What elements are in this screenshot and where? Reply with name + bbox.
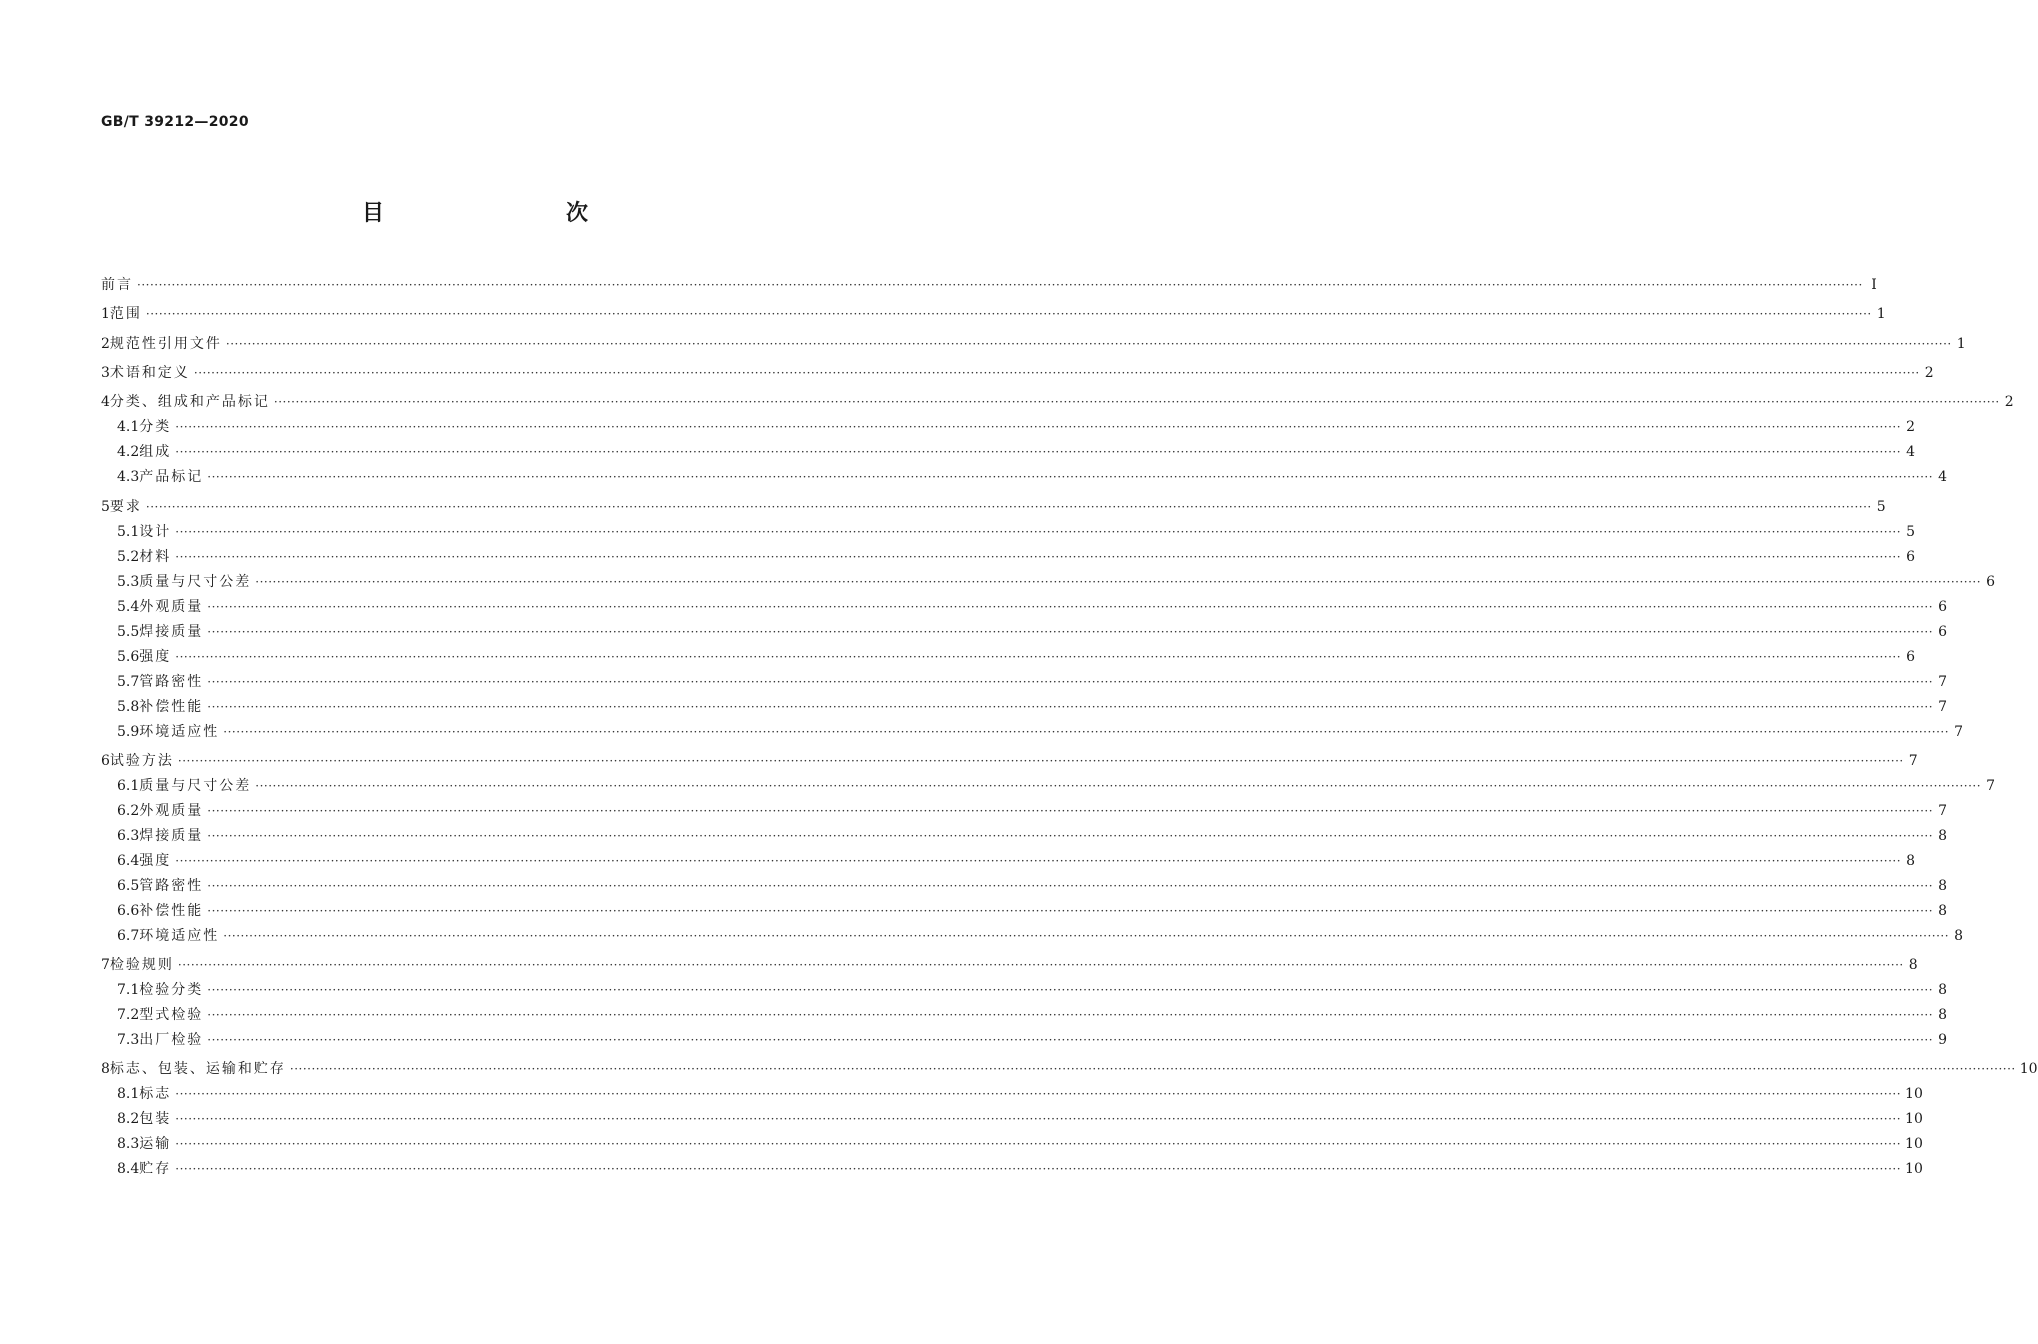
toc-entry-number: 4.3 — [117, 469, 140, 486]
toc-entry — [117, 546, 1916, 568]
toc-entry-page: 10 — [2019, 1061, 2038, 1078]
toc-entry-number: 5.7 — [117, 673, 140, 690]
toc-entry — [117, 1108, 1923, 1130]
toc-leader-dots: ················································································································································································································································································································································································································ — [207, 1033, 1934, 1048]
toc-entry-page: 8 — [1938, 877, 1948, 894]
toc-leader-dots: ················································································································································································································································································································································································································ — [175, 649, 1902, 664]
toc-entry-number: 3 — [101, 364, 110, 381]
toc-entry-page: 2 — [2004, 394, 2014, 411]
toc-leader-dots: ················································································································································································································································································································································································································ — [137, 278, 1863, 292]
toc-entry-label: 要求 — [109, 498, 142, 515]
toc-entry-label: 标志 — [139, 1086, 172, 1103]
toc-leader-dots: ················································································································································································································································································································································································································ — [177, 753, 1904, 768]
toc-leader-dots: ················································································································································································································································································································································································································ — [207, 699, 1934, 714]
toc-entry-page: 8 — [1938, 902, 1948, 919]
toc-entry-number: 6.5 — [117, 877, 140, 894]
toc-leader-dots: ················································································································································································································································································································································································································ — [175, 549, 1902, 564]
toc-entry-label: 补偿性能 — [139, 902, 204, 919]
toc-entry-page: 6 — [1938, 598, 1948, 615]
toc-leader-dots: ················································································································································································································································································································································································································ — [145, 307, 1872, 322]
toc-entry-page: 7 — [1954, 723, 1964, 740]
toc-entry — [117, 646, 1916, 668]
toc-entry-page: 6 — [1938, 623, 1948, 640]
toc-leader-dots: ················································································································································································································································································································································································································ — [273, 395, 2000, 410]
toc-entry-page: 7 — [1908, 752, 1918, 769]
toc-entry — [117, 875, 1948, 897]
toc-leader-dots: ················································································································································································································································································································································································································ — [207, 903, 1934, 918]
toc-entry-number: 6 — [101, 752, 110, 769]
toc-entry — [117, 416, 1916, 438]
toc-entry-number: 8.2 — [117, 1111, 140, 1128]
toc-leader-dots: ················································································································································································································································································································································································································ — [225, 336, 1952, 351]
toc-entry — [101, 274, 1877, 296]
toc-entry-number: 8.1 — [117, 1086, 140, 1103]
toc-entry-page: 6 — [1986, 573, 1996, 590]
toc-entry-number: 2 — [101, 335, 110, 352]
toc-entry-label: 设计 — [139, 523, 172, 540]
toc-entry — [117, 1158, 1923, 1180]
toc-entry-page: 10 — [1905, 1161, 1923, 1178]
toc-entry-page: 8 — [1938, 827, 1948, 844]
toc-entry — [117, 979, 1948, 1001]
toc-entry — [117, 721, 1964, 743]
toc-entry-number: 5.3 — [117, 573, 140, 590]
toc-entry-number: 5.8 — [117, 698, 140, 715]
toc-leader-dots: ················································································································································································································································································································································································································ — [177, 958, 1904, 973]
toc-entry-page: 10 — [1905, 1136, 1923, 1153]
toc-leader-dots: ················································································································································································································································································································································································································ — [175, 1162, 1902, 1177]
toc-entry-label: 管路密性 — [139, 877, 204, 894]
toc-leader-dots: ················································································································································································································································································································································································································ — [175, 1112, 1902, 1127]
toc-entry-number: 1 — [101, 306, 110, 323]
toc-entry-number: 7.1 — [117, 982, 140, 999]
toc-entry-label: 外观质量 — [139, 598, 204, 615]
toc-entry-number: 6.4 — [117, 852, 140, 869]
toc-entry — [101, 750, 1918, 772]
toc-entry-page: 7 — [1938, 698, 1948, 715]
toc-entry-page: 8 — [1906, 852, 1916, 869]
toc-leader-dots: ················································································································································································································································································································································································································ — [193, 365, 1920, 380]
toc-entry-label: 外观质量 — [139, 802, 204, 819]
toc-entry-page: 5 — [1876, 498, 1886, 515]
toc-entry-label: 前言 — [101, 277, 133, 293]
toc-entry-page: 8 — [1954, 927, 1964, 944]
toc-leader-dots: ················································································································································································································································································································································································································ — [207, 828, 1934, 843]
standard-code: GB/T 39212—2020 — [101, 114, 249, 130]
toc-leader-dots: ················································································································································································································································································································································································································ — [175, 445, 1902, 460]
toc-entry-label: 焊接质量 — [139, 827, 204, 844]
toc-entry-page: 1 — [1876, 306, 1886, 323]
toc-leader-dots: ················································································································································································································································································································································································································ — [223, 928, 1950, 943]
toc-entry-label: 运输 — [139, 1136, 172, 1153]
toc-entry-page: 10 — [1905, 1086, 1923, 1103]
toc-leader-dots: ················································································································································································································································································································································································································ — [145, 499, 1872, 514]
toc-entry-page: 9 — [1938, 1032, 1948, 1049]
toc-leader-dots: ················································································································································································································································································································································································································ — [223, 724, 1950, 739]
toc-entry-number: 6.1 — [117, 777, 140, 794]
toc-entry-label: 环境适应性 — [139, 723, 220, 740]
toc-entry — [117, 621, 1948, 643]
toc-entry-label: 质量与尺寸公差 — [139, 573, 252, 590]
toc-entry-number: 5.9 — [117, 723, 140, 740]
toc-entry-label: 焊接质量 — [139, 623, 204, 640]
toc-entry-page: 4 — [1938, 469, 1948, 486]
toc-entry — [101, 333, 1966, 355]
toc-entry-page: 1 — [1956, 335, 1966, 352]
toc-entry — [117, 850, 1916, 872]
toc-entry-number: 5.2 — [117, 548, 140, 565]
toc-entry-page: 7 — [1986, 777, 1996, 794]
toc-entry-label: 材料 — [139, 548, 172, 565]
toc-entry — [117, 441, 1916, 463]
toc-entry-label: 分类、组成和产品标记 — [109, 394, 270, 411]
toc-entry-page: 6 — [1906, 648, 1916, 665]
toc-entry-label: 型式检验 — [139, 1007, 204, 1024]
toc-entry-number: 4 — [101, 394, 110, 411]
toc-leader-dots: ················································································································································································································································································································································································································ — [207, 470, 1934, 485]
toc-entry-page: 7 — [1938, 802, 1948, 819]
toc-entry-number: 6.7 — [117, 927, 140, 944]
toc-leader-dots: ················································································································································································································································································································································································································ — [175, 524, 1902, 539]
toc-entry-page: 2 — [1906, 419, 1916, 436]
toc-entry — [101, 496, 1886, 518]
toc-entry-page: 4 — [1906, 444, 1916, 461]
toc-entry-page: 7 — [1938, 673, 1948, 690]
toc-entry — [117, 466, 1948, 488]
toc-leader-dots: ················································································································································································································································································································································································································ — [207, 1008, 1934, 1023]
toc-entry-number: 8 — [101, 1061, 110, 1078]
toc-entry-label: 强度 — [139, 648, 172, 665]
toc-entry — [117, 925, 1964, 947]
toc-entry-number: 6.6 — [117, 902, 140, 919]
toc-leader-dots: ················································································································································································································································································································································································································ — [255, 778, 1982, 793]
toc-entry-label: 标志、包装、运输和贮存 — [109, 1061, 286, 1078]
toc-leader-dots: ················································································································································································································································································································································································································ — [207, 803, 1934, 818]
toc-entry-page: 5 — [1906, 523, 1916, 540]
toc-entry-page: Ⅰ — [1871, 277, 1877, 293]
toc-entry-label: 规范性引用文件 — [109, 335, 222, 352]
toc-entry-label: 分类 — [139, 419, 172, 436]
toc-entry-label: 质量与尺寸公差 — [139, 777, 252, 794]
toc-leader-dots: ················································································································································································································································································································································································································ — [175, 853, 1902, 868]
toc-entry-label: 检验分类 — [139, 982, 204, 999]
toc-entry-page: 6 — [1906, 548, 1916, 565]
toc-entry-label: 试验方法 — [109, 752, 174, 769]
toc-entry-number: 7 — [101, 957, 110, 974]
toc-entry-number: 8.4 — [117, 1161, 140, 1178]
toc-entry — [117, 571, 1996, 593]
toc-entry — [117, 1004, 1948, 1026]
toc-entry-page: 10 — [1905, 1111, 1923, 1128]
toc-entry-number: 8.3 — [117, 1136, 140, 1153]
toc-entry-label: 环境适应性 — [139, 927, 220, 944]
toc-entry-label: 组成 — [139, 444, 172, 461]
toc-entry — [117, 696, 1948, 718]
toc-entry-page: 8 — [1938, 982, 1948, 999]
toc-entry-number: 5.5 — [117, 623, 140, 640]
toc-entry-number: 5.1 — [117, 523, 140, 540]
toc-entry — [101, 303, 1886, 325]
toc-entry — [101, 1058, 2038, 1080]
toc-entry-number: 6.2 — [117, 802, 140, 819]
toc-entry-label: 管路密性 — [139, 673, 204, 690]
toc-entry — [117, 1029, 1948, 1051]
toc-leader-dots: ················································································································································································································································································································································································································ — [207, 624, 1934, 639]
toc-leader-dots: ················································································································································································································································································································································································································ — [175, 1137, 1902, 1152]
toc-entry-label: 产品标记 — [139, 469, 204, 486]
toc-leader-dots: ················································································································································································································································································································································································································ — [207, 599, 1934, 614]
toc-entry — [101, 954, 1918, 976]
toc-entry — [117, 1133, 1923, 1155]
toc-entry — [101, 391, 2014, 413]
toc-entry-page: 8 — [1938, 1007, 1948, 1024]
toc-entry — [117, 900, 1948, 922]
toc-entry-number: 4.2 — [117, 444, 140, 461]
toc-entry-label: 范围 — [109, 306, 142, 323]
toc-entry — [117, 825, 1948, 847]
toc-entry-label: 出厂检验 — [139, 1032, 204, 1049]
toc-entry-number: 7.3 — [117, 1032, 140, 1049]
toc-entry-number: 5.4 — [117, 598, 140, 615]
toc-entry-label: 包装 — [139, 1111, 172, 1128]
toc-entry-label: 补偿性能 — [139, 698, 204, 715]
toc-leader-dots: ················································································································································································································································································································································································································ — [207, 878, 1934, 893]
toc-entry — [117, 800, 1948, 822]
toc-entry-number: 4.1 — [117, 419, 140, 436]
toc-leader-dots: ················································································································································································································································································································································································································ — [175, 1087, 1902, 1102]
toc-leader-dots: ················································································································································································································································································································································································································ — [207, 983, 1934, 998]
toc-entry-label: 检验规则 — [109, 957, 174, 974]
toc-entry — [117, 521, 1916, 543]
toc-entry-number: 6.3 — [117, 827, 140, 844]
toc-entry-label: 术语和定义 — [109, 364, 190, 381]
toc-entry-page: 8 — [1908, 957, 1918, 974]
toc-entry-number: 5 — [101, 498, 110, 515]
toc-leader-dots: ················································································································································································································································································································································································································ — [255, 574, 1982, 589]
toc-entry — [101, 362, 1934, 384]
toc-entry-number: 5.6 — [117, 648, 140, 665]
toc-entry — [117, 596, 1948, 618]
toc-entry-label: 强度 — [139, 852, 172, 869]
toc-entry — [117, 1083, 1923, 1105]
toc-entry — [117, 671, 1948, 693]
toc-entry-label: 贮存 — [139, 1161, 172, 1178]
toc-entry-page: 2 — [1924, 364, 1934, 381]
toc-leader-dots: ················································································································································································································································································································································································································ — [175, 420, 1902, 435]
toc-leader-dots: ················································································································································································································································································································································································································ — [207, 674, 1934, 689]
toc-entry — [117, 775, 1996, 797]
toc-leader-dots: ················································································································································································································································································································································································································ — [289, 1062, 2016, 1077]
page-title: 目 次 — [361, 201, 634, 226]
toc-entry-number: 7.2 — [117, 1007, 140, 1024]
